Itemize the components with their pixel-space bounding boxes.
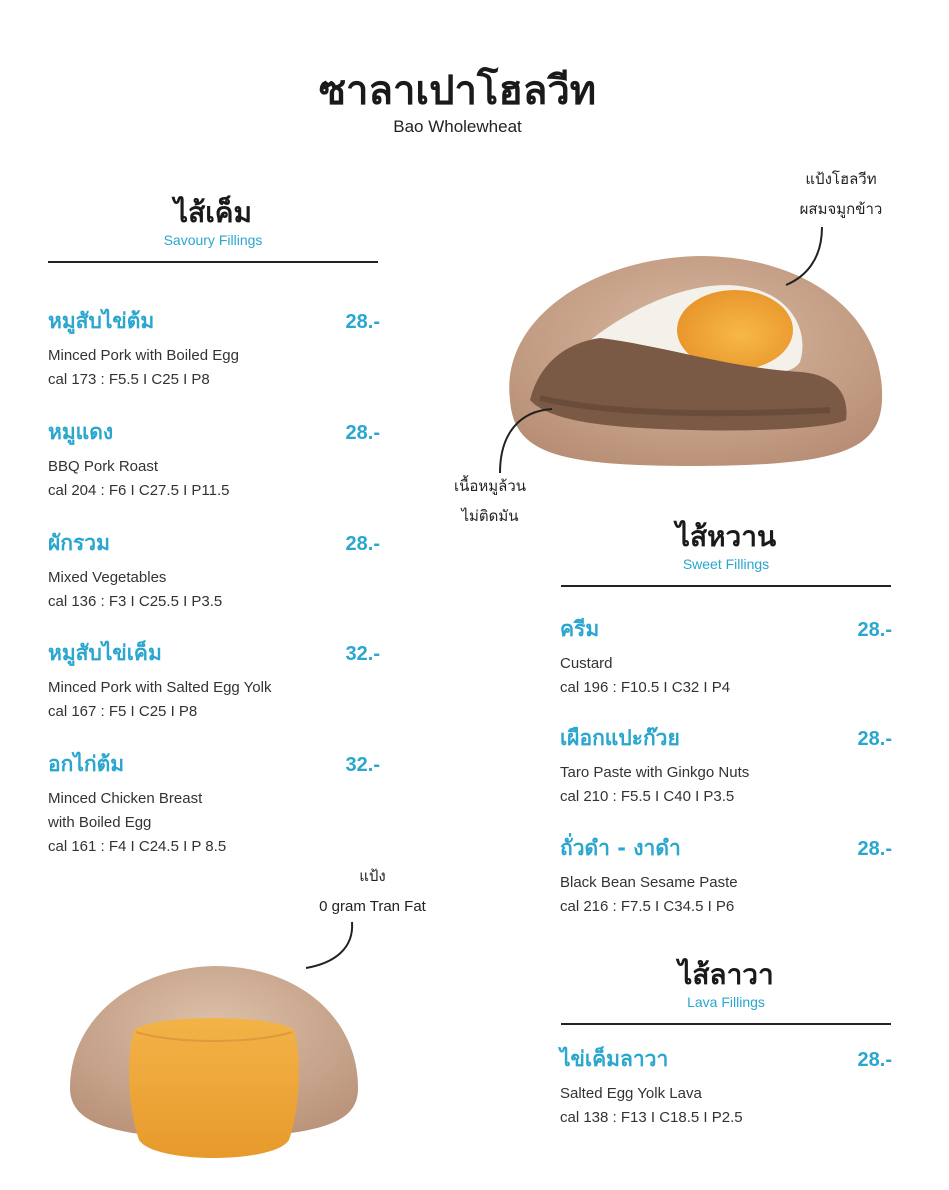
- item-name-en: Minced Pork with Salted Egg Yolk: [48, 679, 272, 696]
- item-name-th: หมูแดง: [48, 420, 114, 444]
- lava-title-en: Lava Fillings: [687, 994, 765, 1010]
- callout-text: เนื้อหมูล้วน: [453, 478, 527, 495]
- callout-leader-line: [490, 405, 560, 480]
- item-price: 28.-: [345, 533, 380, 555]
- callout-text: ไม่ติดมัน: [461, 508, 519, 525]
- item-name-en: Custard: [560, 655, 613, 672]
- item-price: 32.-: [345, 754, 380, 776]
- callout-text: 0 gram Tran Fat: [319, 898, 426, 915]
- item-price: 28.-: [345, 422, 380, 444]
- menu-item: [48, 416, 380, 503]
- item-name-en: Salted Egg Yolk Lava: [560, 1085, 702, 1102]
- lava-filling: [129, 1018, 299, 1158]
- page-title: ซาลาเปาโฮลวีท: [318, 68, 597, 114]
- lava-section-header: [561, 958, 891, 1010]
- page-subtitle: Bao Wholewheat: [393, 117, 522, 136]
- menu-item: [48, 527, 380, 614]
- sweet-title-th: ไส้หวาน: [675, 520, 777, 553]
- item-price: 28.-: [857, 728, 892, 750]
- sweet-divider: [561, 585, 891, 587]
- item-nutrition: cal 204 : F6 I C27.5 I P11.5: [48, 482, 230, 499]
- menu-item: [560, 832, 892, 919]
- item-name-th: หมูสับไข่ต้ม: [48, 309, 155, 333]
- callout-text: แป้งโฮลวีท: [805, 171, 877, 188]
- item-price: 28.-: [857, 1049, 892, 1071]
- item-nutrition: cal 136 : F3 I C25.5 I P3.5: [48, 593, 223, 610]
- item-name-en: Taro Paste with Ginkgo Nuts: [560, 764, 750, 781]
- item-name-en: Minced Pork with Boiled Egg: [48, 347, 239, 364]
- lava-title-th: ไส้ลาวา: [678, 958, 774, 991]
- savoury-divider: [48, 261, 378, 263]
- sweet-section-header: [561, 520, 891, 572]
- menu-item: [48, 748, 380, 859]
- menu-item: [48, 305, 380, 392]
- savoury-section-header: [48, 196, 378, 248]
- savoury-title-en: Savoury Fillings: [163, 232, 263, 248]
- lava-divider: [561, 1023, 891, 1025]
- item-nutrition: cal 196 : F10.5 I C32 I P4: [560, 679, 731, 696]
- item-name-en: Black Bean Sesame Paste: [560, 874, 738, 891]
- item-nutrition: cal 167 : F5 I C25 I P8: [48, 703, 198, 720]
- item-nutrition: cal 210 : F5.5 I C40 I P3.5: [560, 788, 735, 805]
- menu-item: [560, 1043, 892, 1130]
- callout-text: ผสมจมูกข้าว: [799, 201, 883, 218]
- item-name-th: ครีม: [560, 617, 600, 641]
- callout-leader-line: [780, 225, 830, 290]
- item-name-th: ผักรวม: [48, 531, 110, 555]
- item-nutrition: cal 173 : F5.5 I C25 I P8: [48, 371, 210, 388]
- item-price: 28.-: [345, 311, 380, 333]
- item-nutrition: cal 161 : F4 I C24.5 I P 8.5: [48, 838, 227, 855]
- item-name-th: อกไก่ต้ม: [48, 752, 125, 776]
- callout-dough-bottom: [300, 862, 445, 922]
- item-price: 28.-: [857, 838, 892, 860]
- menu-item: [48, 637, 380, 724]
- item-name-th: เผือกแปะก๊วย: [560, 726, 680, 750]
- item-name-th: หมูสับไข่เค็ม: [48, 641, 162, 665]
- item-name-en-line2: with Boiled Egg: [48, 814, 152, 831]
- menu-item: [560, 613, 892, 700]
- item-price: 32.-: [345, 643, 380, 665]
- item-name-en: Minced Chicken Breast: [48, 790, 203, 807]
- callout-meat: [430, 472, 550, 532]
- item-name-en: Mixed Vegetables: [48, 569, 167, 586]
- item-nutrition: cal 216 : F7.5 I C34.5 I P6: [560, 898, 735, 915]
- savoury-title-th: ไส้เค็ม: [174, 196, 252, 229]
- item-name-th: ไข่เค็มลาวา: [560, 1047, 669, 1071]
- item-nutrition: cal 138 : F13 I C18.5 I P2.5: [560, 1109, 743, 1126]
- sweet-title-en: Sweet Fillings: [682, 556, 770, 572]
- item-name-th: ถั่วดำ - งาดำ: [560, 836, 681, 860]
- item-price: 28.-: [857, 619, 892, 641]
- callout-dough-top: [786, 165, 896, 225]
- bun-lava-illustration: [64, 958, 364, 1170]
- item-name-en: BBQ Pork Roast: [48, 458, 159, 475]
- menu-item: [560, 722, 892, 809]
- callout-text: แป้ง: [359, 868, 386, 885]
